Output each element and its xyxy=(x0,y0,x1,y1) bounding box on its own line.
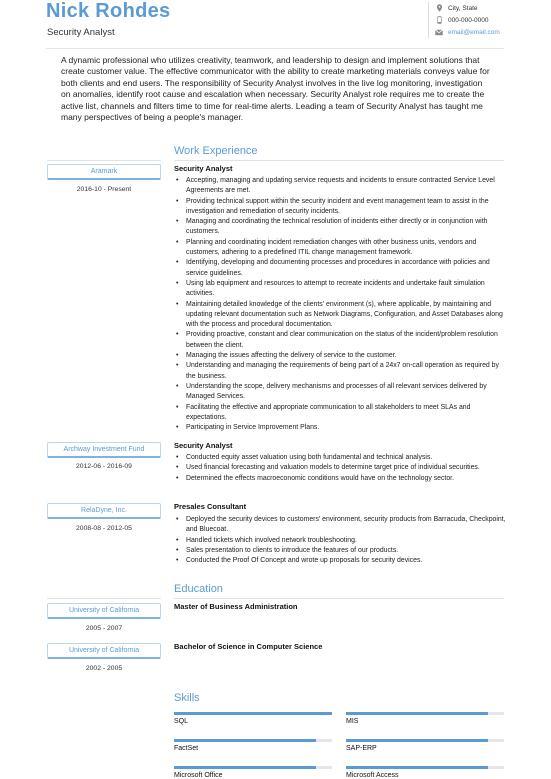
list-item: • Facilitating the effective and appropriate communication to all stakeholders to meet SLAs and expectations. xyxy=(174,403,510,424)
education-heading: Education xyxy=(174,583,223,595)
skill-level-fill xyxy=(346,766,488,769)
job-bullets xyxy=(174,453,510,484)
list-item: • Understanding the scope, delivery mechanisms and processes of all relevant services delivered by Managed Services. xyxy=(174,382,510,403)
header-divider xyxy=(46,48,504,49)
list-item: • Managing the issues affecting the delivery of service to the customer. xyxy=(174,351,510,361)
location-text: City, State xyxy=(448,4,478,12)
skill-name: Microsoft Office xyxy=(174,772,223,779)
list-item: • Determined the effects macroeconomic conditions would have on the technology sector. xyxy=(174,474,510,484)
job-dates: 2012-06 - 2016-09 xyxy=(76,463,132,470)
skill-name: SQL xyxy=(174,718,189,725)
location-pin-icon xyxy=(435,4,443,12)
skill-level-bar xyxy=(174,739,332,742)
edu-org: University of California xyxy=(47,603,161,619)
contact-phone xyxy=(435,14,500,26)
work-left-line xyxy=(47,160,161,161)
work-heading-line xyxy=(174,160,504,161)
email-icon xyxy=(435,28,443,36)
edu-degree: Master of Business Administration xyxy=(174,602,298,611)
skill-level-fill xyxy=(174,712,332,715)
list-item: • Conducted the Proof Of Concept and wrote up proposals for security devices. xyxy=(174,556,510,566)
list-item: • Sales presentation to clients to introduce the features of our products. xyxy=(174,546,510,556)
list-item: • Conducted equity asset valuation using both fundamental and technical analysis. xyxy=(174,453,510,463)
job-org-aramark: Aramark xyxy=(47,164,161,180)
job-org-reladyne: RelaDyne, Inc. xyxy=(47,503,161,519)
education-left-line xyxy=(47,598,161,599)
skill-level-bar xyxy=(174,712,332,715)
job-role: Security Analyst xyxy=(174,164,233,173)
skill-level-bar xyxy=(346,766,504,769)
list-item: • Providing proactive, constant and clear communication on the status of the incident/problem resolution between the client. xyxy=(174,330,510,351)
skill-level-fill xyxy=(346,712,488,715)
education-heading-line xyxy=(174,598,504,599)
job-org-archway: Archway Investment Fund xyxy=(47,442,161,458)
skill-name: MIS xyxy=(346,718,359,725)
list-item: • Planning and coordinating incident remediation changes with other business units, vendors and customers, adhering to a predefined ITIL change management framework. xyxy=(174,238,510,259)
email-link[interactable]: email@email.com xyxy=(448,28,500,36)
list-item: • Deployed the security devices to customers' environment, security products from Barracuda, Checkpoint, and Bluecoat. xyxy=(174,515,510,536)
phone-icon xyxy=(435,16,443,24)
list-item: • Maintaining detailed knowledge of the clients' environment (s), where applicable, by maintaining and updating relevant documentation such as Network Diagrams, Configuration, and Asset Databases along with the process and procedural documentation. xyxy=(174,300,510,331)
list-item: • Managing and coordinating the technical resolution of incidents either directly or in conjunction with customers. xyxy=(174,217,510,238)
skill-level-fill xyxy=(174,739,316,742)
candidate-name: Nick Rohdes xyxy=(46,0,171,22)
skill-level-bar xyxy=(174,766,332,769)
job-role: Presales Consultant xyxy=(174,502,247,511)
edu-org: University of California xyxy=(47,643,161,659)
skills-heading: Skills xyxy=(174,692,200,704)
list-item: • Understanding and managing the requirements of being part of a 24x7 on-call operation as required by the business. xyxy=(174,361,510,382)
list-item: • Participating in Service Improvement Plans. xyxy=(174,423,510,433)
list-item: • Providing technical support within the security incident and event management team to assist in the investigation and remediation of security incidents. xyxy=(174,197,510,218)
edu-dates: 2002 - 2005 xyxy=(85,665,123,672)
work-experience-heading: Work Experience xyxy=(174,145,258,157)
list-item: • Handled tickets which involved network troubleshooting. xyxy=(174,536,510,546)
skill-name: SAP-ERP xyxy=(346,745,377,752)
list-item: • Accepting, managing and updating service requests and incidents to ensure contracted Service Level Agreements are met. xyxy=(174,176,510,197)
skill-level-bar xyxy=(346,739,504,742)
phone-text: 000-000-0000 xyxy=(448,16,489,24)
job-dates: 2008-08 - 2012-05 xyxy=(76,525,132,532)
job-bullets xyxy=(174,515,510,566)
contact-location xyxy=(435,2,500,14)
resume-header xyxy=(0,0,551,48)
list-item: • Identifying, developing and documenting processes and procedures in accordance with policies and service guidelines. xyxy=(174,258,510,279)
skill-level-fill xyxy=(346,739,488,742)
candidate-title: Security Analyst xyxy=(47,27,115,38)
skill-name: Microsoft Access xyxy=(346,772,399,779)
job-bullets xyxy=(174,176,510,433)
contact-email[interactable] xyxy=(435,26,500,38)
job-dates: 2016-10 - Present xyxy=(76,186,132,193)
edu-degree: Bachelor of Science in Computer Science xyxy=(174,642,323,651)
contact-block xyxy=(428,2,500,38)
skill-level-bar xyxy=(346,712,504,715)
professional-summary: A dynamic professional who utilizes creativity, teamwork, and leadership to design and implement solutions that create customer value. The effective communicator with the ability to create marketing materials conveys value for both clients and end users. The responsibility of Security Analyst involves in the live log monitoring, investigation on anomalies, identify root cause and escalation when necessary. Security Analyst role requires me to create the active list, channels and filters time to time for real-time alerts. Leading a team of Security Analyst has taught me many perspectives of being a people's manager. xyxy=(61,55,490,123)
skill-name: FactSet xyxy=(174,745,199,752)
job-role: Security Analyst xyxy=(174,441,233,450)
list-item: • Using lab equipment and resources to attempt to recreate incidents and undertake fault simulation activities. xyxy=(174,279,510,300)
list-item: • Used financial forecasting and valuation models to determine target price of individual securities. xyxy=(174,463,510,473)
skill-level-fill xyxy=(174,766,316,769)
edu-dates: 2005 - 2007 xyxy=(85,625,123,632)
